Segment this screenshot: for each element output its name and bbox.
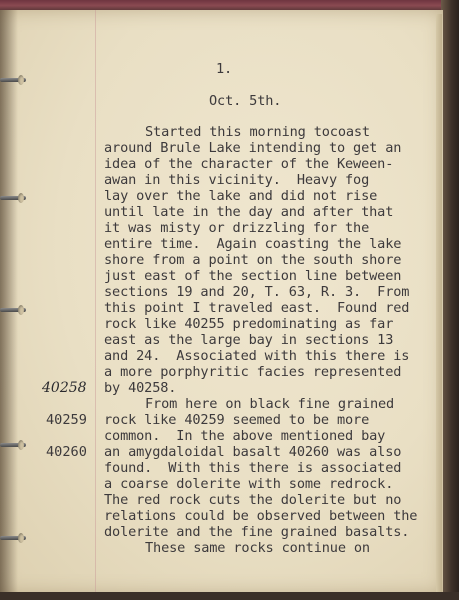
text-line: dolerite and the fine grained basalts. [104, 524, 410, 540]
text-line: this point I traveled east. Found red [104, 300, 410, 316]
text-line: a more porphyritic facies represented [104, 364, 402, 380]
text-line: Started this morning tocoast [145, 124, 370, 140]
paper-edge [436, 14, 442, 592]
text-line: common. In the above mentioned bay [104, 428, 386, 444]
binder-ring-icon [0, 78, 26, 82]
text-line: entire time. Again coasting the lake [104, 236, 402, 252]
text-line: and 24. Associated with this there is [104, 348, 410, 364]
binder-ring-icon [0, 536, 26, 540]
entry-date: Oct. 5th. [209, 93, 282, 109]
text-line: shore from a point on the south shore [104, 252, 402, 268]
text-line: sections 19 and 20, T. 63, R. 3. From [104, 284, 410, 300]
text-line: found. With this there is associated [104, 460, 402, 476]
margin-specimen-number: 40260 [46, 444, 87, 460]
text-line: lay over the lake and did not rise [104, 188, 378, 204]
bottom-edge [0, 592, 459, 600]
page-number: 1. [216, 61, 233, 77]
margin-handwritten-specimen: 40258 [42, 380, 87, 396]
text-line: a coarse dolerite with some redrock. [104, 476, 394, 492]
text-line: From here on black fine grained [145, 396, 395, 412]
binder-ring-icon [0, 196, 26, 200]
text-line: just east of the section line between [104, 268, 402, 284]
text-line: idea of the character of the Keween- [104, 156, 394, 172]
text-line: it was misty or drizzling for the [104, 220, 370, 236]
text-line: rock like 40259 seemed to be more [104, 412, 370, 428]
binder-ring-icon [0, 443, 26, 447]
text-line: by 40258. [104, 380, 177, 396]
margin-specimen-number: 40259 [46, 412, 87, 428]
text-line: around Brule Lake intending to get an [104, 140, 402, 156]
text-line: awan in this vicinity. Heavy fog [104, 172, 370, 188]
text-line: These same rocks continue on [145, 540, 370, 556]
text-line: until late in the day and after that [104, 204, 394, 220]
text-line: rock like 40255 predominating as far [104, 316, 394, 332]
text-line: an amygdaloidal basalt 40260 was also [104, 444, 402, 460]
text-line: east as the large bay in sections 13 [104, 332, 394, 348]
text-line: The red rock cuts the dolerite but no [104, 492, 402, 508]
notebook-cover-edge [441, 0, 459, 600]
binder-ring-icon [0, 308, 26, 312]
spine-shadow [0, 10, 18, 594]
margin-line [95, 10, 96, 594]
text-line: relations could be observed between the [104, 508, 418, 524]
